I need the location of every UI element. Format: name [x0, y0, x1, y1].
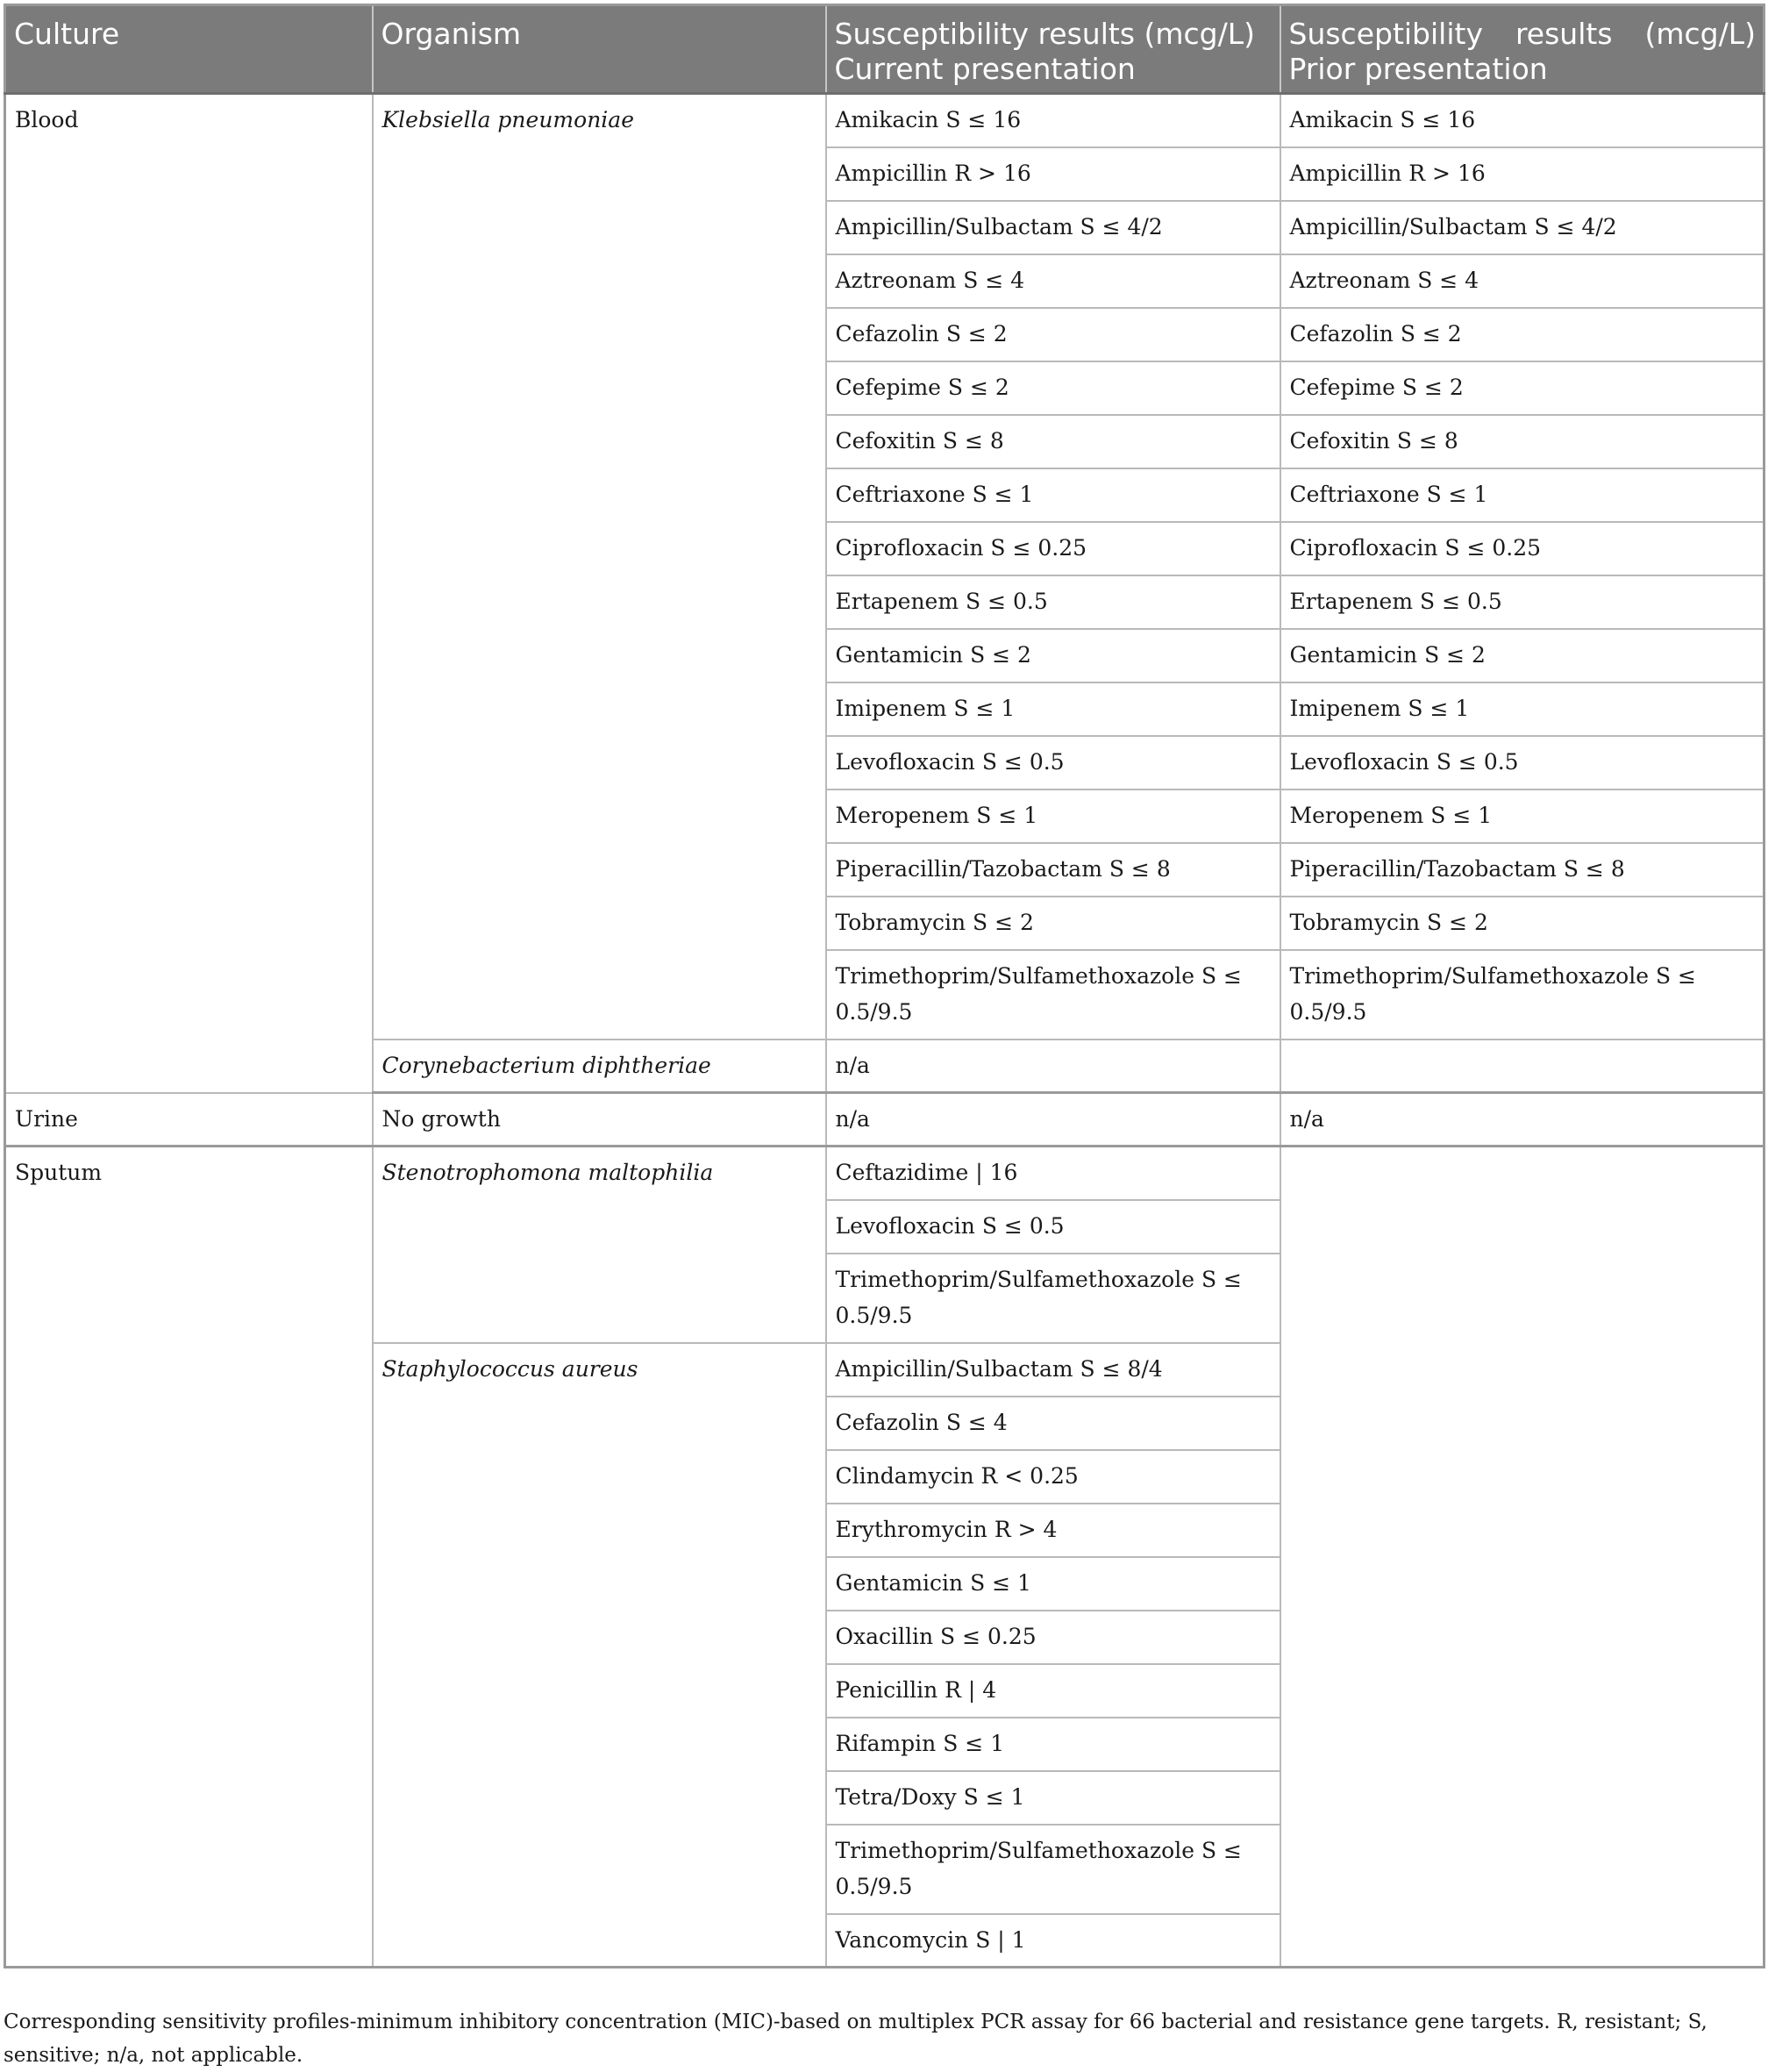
prior-result: Ampicillin/Sulbactam S ≤ 4/2	[1280, 201, 1764, 254]
current-result: Ertapenem S ≤ 0.5	[826, 575, 1280, 629]
prior-result: Ertapenem S ≤ 0.5	[1280, 575, 1764, 629]
prior-result: Cefoxitin S ≤ 8	[1280, 415, 1764, 468]
organism-staphylococcus: Staphylococcus aureus	[373, 1343, 826, 1968]
prior-result: Ampicillin R > 16	[1280, 147, 1764, 201]
prior-result: Amikacin S ≤ 16	[1280, 94, 1764, 147]
current-result: Ceftriaxone S ≤ 1	[826, 468, 1280, 522]
current-result: Imipenem S ≤ 1	[826, 682, 1280, 736]
current-result: Trimethoprim/Sulfamethoxazole S ≤ 0.5/9.5	[826, 1825, 1280, 1914]
organism-no-growth: No growth	[373, 1093, 826, 1147]
current-result: Cefazolin S ≤ 4	[826, 1397, 1280, 1450]
prior-result: Piperacillin/Tazobactam S ≤ 8	[1280, 843, 1764, 897]
header-prior-line2: Prior presentation	[1288, 52, 1548, 86]
current-result: n/a	[826, 1040, 1280, 1093]
current-result: Levofloxacin S ≤ 0.5	[826, 736, 1280, 790]
current-result: Ampicillin/Sulbactam S ≤ 4/2	[826, 201, 1280, 254]
prior-result: n/a	[1280, 1093, 1764, 1147]
header-current-line2: Current presentation	[834, 52, 1136, 86]
current-result: Cefoxitin S ≤ 8	[826, 415, 1280, 468]
header-row	[5, 5, 1764, 94]
prior-result: Trimethoprim/Sulfamethoxazole S ≤ 0.5/9.5	[1280, 950, 1764, 1040]
current-result: Levofloxacin S ≤ 0.5	[826, 1200, 1280, 1254]
prior-result: Cefazolin S ≤ 2	[1280, 308, 1764, 361]
header-prior-line1: Susceptibility results (mcg/L)	[1288, 17, 1756, 51]
organism-corynebacterium: Corynebacterium diphtheriae	[373, 1040, 826, 1093]
current-result: Ampicillin/Sulbactam S ≤ 8/4	[826, 1343, 1280, 1397]
current-result: Piperacillin/Tazobactam S ≤ 8	[826, 843, 1280, 897]
current-result: Rifampin S ≤ 1	[826, 1718, 1280, 1771]
table-row	[5, 1093, 1764, 1147]
current-result: Gentamicin S ≤ 1	[826, 1557, 1280, 1611]
culture-urine: Urine	[5, 1093, 373, 1147]
organism-stenotrophomona: Stenotrophomona maltophilia	[373, 1147, 826, 1343]
current-result: Amikacin S ≤ 16	[826, 94, 1280, 147]
susceptibility-table-container	[4, 4, 1764, 1968]
prior-result: Aztreonam S ≤ 4	[1280, 254, 1764, 308]
current-result: Ciprofloxacin S ≤ 0.25	[826, 522, 1280, 575]
header-prior	[1280, 5, 1764, 94]
current-result: Tobramycin S ≤ 2	[826, 897, 1280, 950]
prior-result: Tobramycin S ≤ 2	[1280, 897, 1764, 950]
prior-result: Levofloxacin S ≤ 0.5	[1280, 736, 1764, 790]
current-result: Oxacillin S ≤ 0.25	[826, 1611, 1280, 1664]
current-result: Gentamicin S ≤ 2	[826, 629, 1280, 682]
current-result: Ampicillin R > 16	[826, 147, 1280, 201]
prior-result: Gentamicin S ≤ 2	[1280, 629, 1764, 682]
current-result: n/a	[826, 1093, 1280, 1147]
prior-result: Imipenem S ≤ 1	[1280, 682, 1764, 736]
current-result: Cefepime S ≤ 2	[826, 361, 1280, 415]
current-result: Tetra/Doxy S ≤ 1	[826, 1771, 1280, 1825]
header-current	[826, 5, 1280, 94]
current-result: Aztreonam S ≤ 4	[826, 254, 1280, 308]
header-culture: Culture	[5, 5, 373, 94]
prior-result: Ciprofloxacin S ≤ 0.25	[1280, 522, 1764, 575]
header-current-line1: Susceptibility results (mcg/L)	[834, 17, 1255, 51]
current-result: Erythromycin R > 4	[826, 1504, 1280, 1557]
prior-result: Cefepime S ≤ 2	[1280, 361, 1764, 415]
table-row	[5, 1147, 1764, 1200]
current-result: Vancomycin S | 1	[826, 1914, 1280, 1968]
prior-result: Ceftriaxone S ≤ 1	[1280, 468, 1764, 522]
prior-empty	[1280, 1147, 1764, 1968]
prior-result	[1280, 1040, 1764, 1093]
culture-sputum: Sputum	[5, 1147, 373, 1968]
table-caption: Corresponding sensitivity profiles-minimum inhibitory concentration (MIC)-based on multiplex PCR assay for 66 bacterial and resistance gene targets. R, resistant; S, sensitive; n/a, not applicable.	[4, 2011, 1707, 2067]
current-result: Ceftazidime | 16	[826, 1147, 1280, 1200]
current-result: Trimethoprim/Sulfamethoxazole S ≤ 0.5/9.5	[826, 950, 1280, 1040]
prior-result: Meropenem S ≤ 1	[1280, 790, 1764, 843]
current-result: Trimethoprim/Sulfamethoxazole S ≤ 0.5/9.5	[826, 1254, 1280, 1343]
organism-klebsiella: Klebsiella pneumoniae	[373, 94, 826, 1040]
culture-blood: Blood	[5, 94, 373, 1093]
current-result: Meropenem S ≤ 1	[826, 790, 1280, 843]
table-row	[5, 94, 1764, 147]
current-result: Clindamycin R < 0.25	[826, 1450, 1280, 1504]
table-body	[5, 94, 1764, 1968]
current-result: Penicillin R | 4	[826, 1664, 1280, 1718]
susceptibility-table	[4, 4, 1765, 1968]
current-result: Cefazolin S ≤ 2	[826, 308, 1280, 361]
header-organism: Organism	[373, 5, 826, 94]
